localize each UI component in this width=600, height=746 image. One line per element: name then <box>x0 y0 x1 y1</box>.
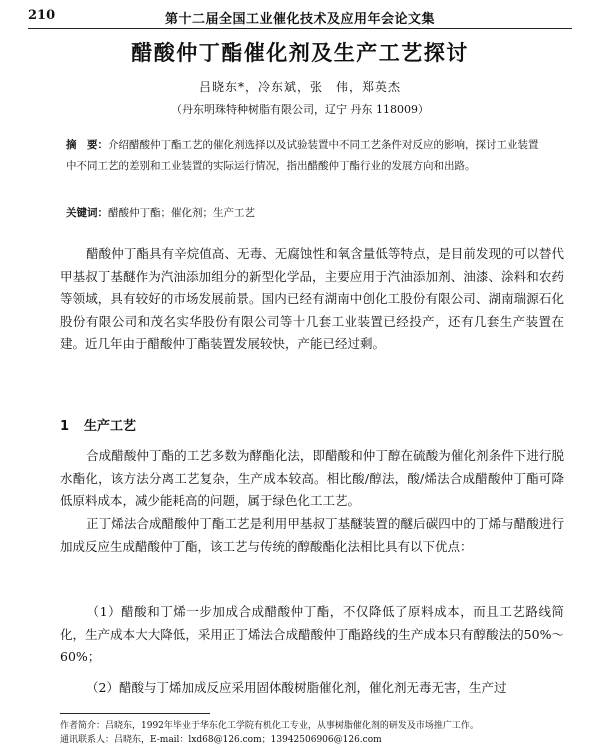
keywords-label: 关键词： <box>66 207 108 219</box>
section-number: 1 <box>60 419 70 434</box>
intro-paragraph-text: 醋酸仲丁酯具有辛烷值高、无毒、无腐蚀性和氧含量低等特点，是目前发现的可以替代甲基叔丁基醚作为汽油添加组分的新型化学品，主要应用于汽油添加剂、油漆、涂料和农药等领域，具有较好的市场发展前景。国内已经有湖南中创化工股份有限公司、湖南瑞源石化股份有限公司和茂名实华股份有限公司等十几套工业装置已经投产，还有几套生产装置在建。近几年由于醋酸仲丁酯装置发展较快，产能已经过剩。 <box>60 246 564 351</box>
running-header <box>28 8 572 29</box>
section-paragraph <box>60 677 564 700</box>
section-title: 生产工艺 <box>84 419 137 434</box>
running-title: 第十二届全国工业催化技术及应用年会论文集 <box>164 12 435 27</box>
section-paragraph-text: 合成醋酸仲丁酯的工艺多数为酵酯化法，即醋酸和仲丁醇在硫酸为催化剂条件下进行脱水酯化，该方法分离工艺复杂，生产成本较高。相比酸/醇法，酸/烯法合成醋酸仲丁酯可降低原料成本，减少能耗高的问题，属于绿色化工工艺。 <box>60 448 564 508</box>
abstract-label: 摘 要： <box>66 139 108 151</box>
section-paragraph <box>60 513 564 558</box>
footnote-author-bio: 作者简介：吕晓东，1992年毕业于华东化工学院有机化工专业，从事树脂催化剂的研发及市场推广工作。 <box>60 721 479 731</box>
intro-paragraph <box>60 243 564 356</box>
section-paragraph <box>60 601 564 669</box>
keywords <box>66 205 544 220</box>
footnote-divider <box>60 713 210 714</box>
affiliation: （丹东明珠特种树脂有限公司，辽宁 丹东 118009） <box>171 103 429 116</box>
section-paragraph <box>60 445 564 513</box>
section-paragraph-text: 正丁烯法合成醋酸仲丁酯工艺是利用甲基叔丁基醚装置的醚后碳四中的丁烯与醋酸进行加成反应生成醋酸仲丁酯，该工艺与传统的醇酸酯化法相比具有以下优点： <box>60 516 564 554</box>
page-number: 210 <box>28 8 56 23</box>
section-paragraph-text: （2）醋酸与丁烯加成反应采用固体酸树脂催化剂，催化剂无毒无害，生产过 <box>86 680 507 695</box>
author-list: 吕晓东*，冷东斌，张 伟，郑英杰 <box>198 80 401 94</box>
footnote-contact: 通讯联系人：吕晓东，E-mail：lxd68@126.com；13942506906@126.com <box>60 735 382 745</box>
abstract <box>66 135 544 177</box>
section-paragraph-text: （1）醋酸和丁烯一步加成合成醋酸仲丁酯，不仅降低了原料成本，而且工艺路线简化，生产成本大大降低，采用正丁烯法合成醋酸仲丁酯路线的生产成本只有醇酸法的50%～60%； <box>60 604 564 664</box>
paper-title: 醋酸仲丁酯催化剂及生产工艺探讨 <box>131 41 469 65</box>
keywords-text: 醋酸仲丁酯；催化剂；生产工艺 <box>108 207 255 219</box>
section-heading <box>60 415 136 434</box>
abstract-text: 介绍醋酸仲丁酯工艺的催化剂选择以及试验装置中不同工艺条件对反应的影响，探讨工业装置中不同工艺的差别和工业装置的实际运行情况，指出醋酸仲丁酯行业的发展方向和出路。 <box>66 139 539 172</box>
